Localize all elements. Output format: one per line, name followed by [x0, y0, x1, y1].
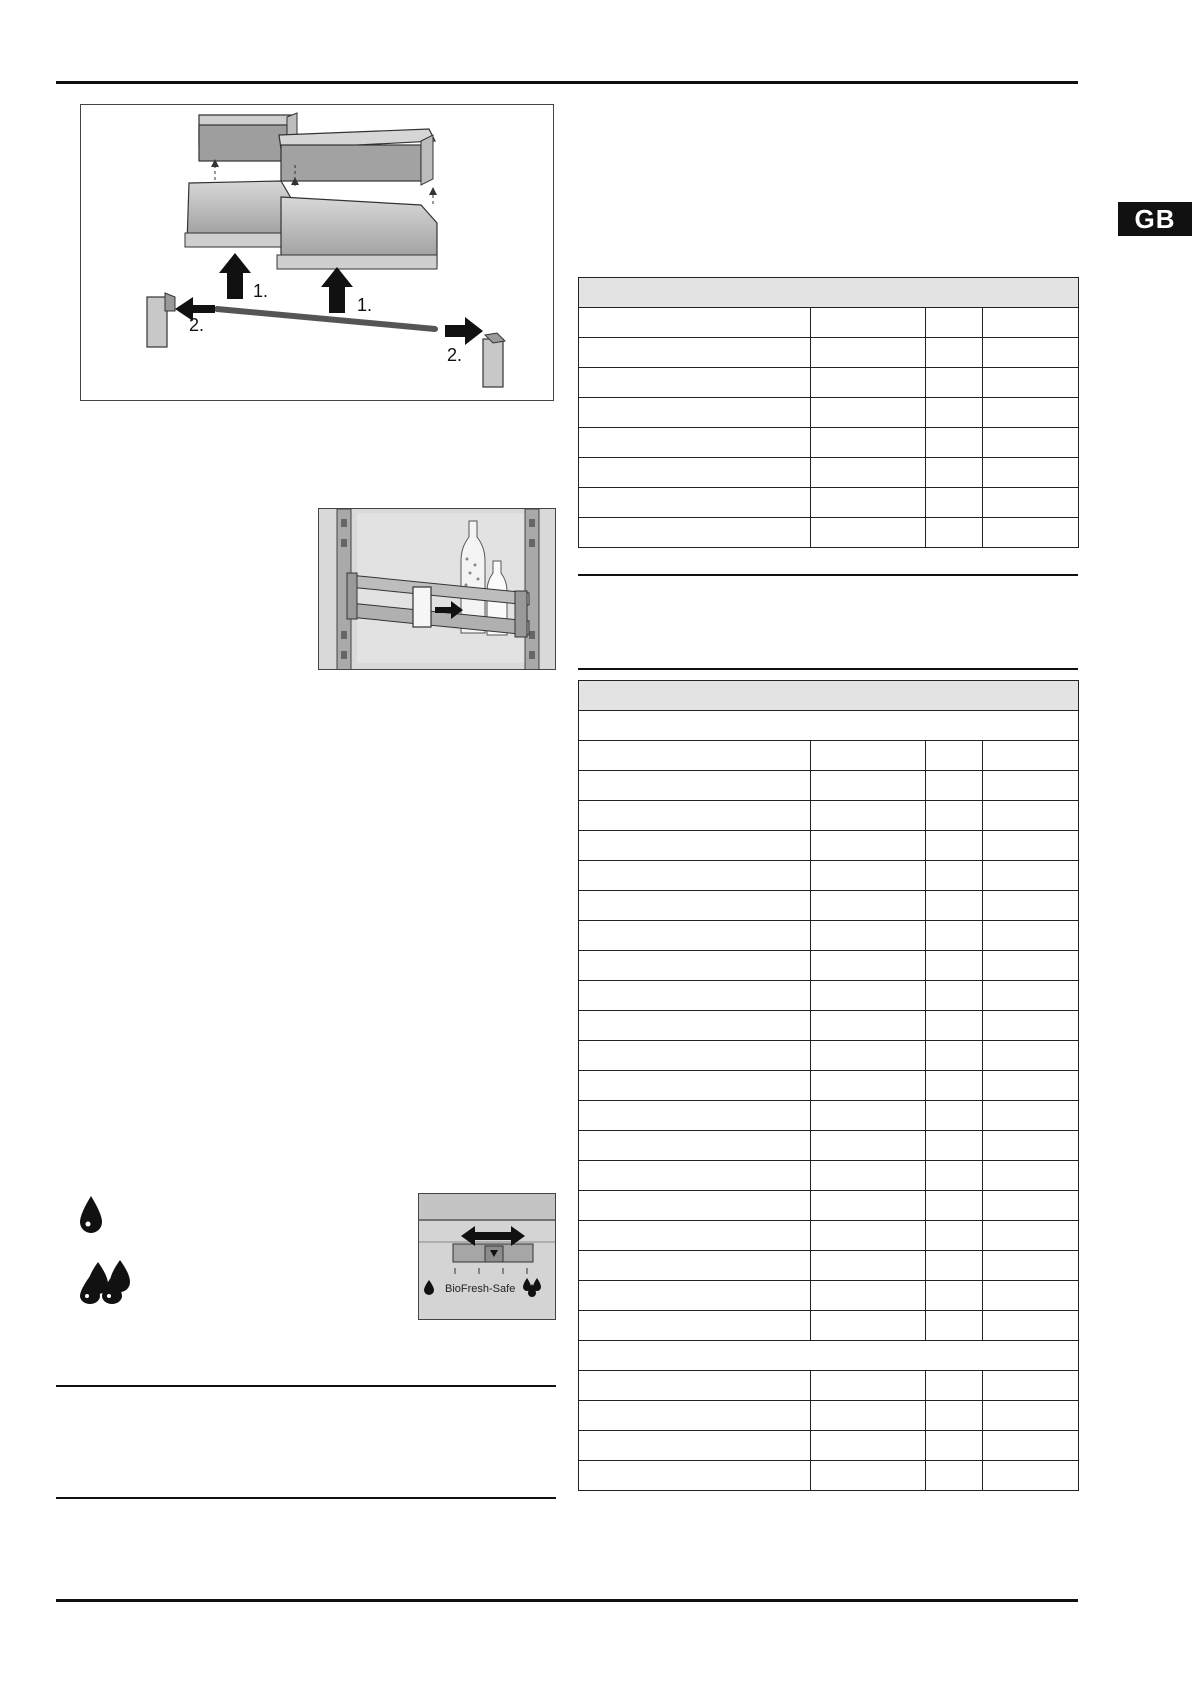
table-row: [579, 861, 1079, 891]
table-row: [579, 518, 1079, 548]
table-cell: [926, 428, 983, 458]
table-cell: [811, 921, 926, 951]
table-row: [579, 1071, 1079, 1101]
table-cell: [983, 1311, 1079, 1341]
biofresh-label: BioFresh-Safe: [445, 1283, 516, 1295]
table-cell: [983, 1281, 1079, 1311]
left-section-rule-1: [56, 1385, 556, 1387]
table-cell: [983, 368, 1079, 398]
table-cell: [811, 1101, 926, 1131]
table-cell: [811, 1281, 926, 1311]
table-cell: [811, 1191, 926, 1221]
table-cell: [926, 338, 983, 368]
table-cell: [811, 1131, 926, 1161]
table-cell: [983, 488, 1079, 518]
table-header-row: [579, 278, 1079, 308]
table-cell: [983, 518, 1079, 548]
table-cell: [983, 801, 1079, 831]
table-section-row: [579, 711, 1079, 741]
table-cell: [579, 1311, 811, 1341]
table-cell: [811, 831, 926, 861]
language-tab-label: GB: [1134, 203, 1176, 234]
table-cell: [983, 1011, 1079, 1041]
table-cell: [811, 801, 926, 831]
table-cell: [579, 1071, 811, 1101]
table-cell: [579, 368, 811, 398]
step-1-label-b: 1.: [357, 295, 373, 315]
table-row: [579, 1101, 1079, 1131]
table-cell: [983, 981, 1079, 1011]
table-cell: [579, 1041, 811, 1071]
right-section-rule-2: [578, 668, 1078, 670]
table-row: [579, 831, 1079, 861]
table-cell: [579, 1281, 811, 1311]
table-cell: [983, 951, 1079, 981]
table-cell: [811, 488, 926, 518]
table-cell: [926, 1431, 983, 1461]
left-section-rule-2: [56, 1497, 556, 1499]
table-cell: [811, 1311, 926, 1341]
table-cell: [811, 1401, 926, 1431]
high-humidity-drops-icon: [78, 1258, 140, 1304]
table-cell: [811, 1461, 926, 1491]
table-cell: [926, 1101, 983, 1131]
table-cell: [926, 1251, 983, 1281]
step-2-label-a: 2.: [189, 315, 205, 335]
table-cell: [811, 771, 926, 801]
table-cell: [811, 981, 926, 1011]
table-cell: [983, 921, 1079, 951]
table-row: [579, 1131, 1079, 1161]
table-row: [579, 771, 1079, 801]
table-cell: [926, 1011, 983, 1041]
bottle-rack-figure: [318, 508, 556, 670]
table-cell: [983, 1401, 1079, 1431]
table-cell: [926, 741, 983, 771]
table-cell: [983, 1371, 1079, 1401]
table-row: [579, 741, 1079, 771]
table-cell: [811, 398, 926, 428]
table-row: [579, 1191, 1079, 1221]
bottle-rack-illustration: [319, 509, 556, 670]
table-cell: [926, 398, 983, 428]
table-cell: [926, 1191, 983, 1221]
spec-table-2: [578, 680, 1079, 1491]
table-cell: [983, 1251, 1079, 1281]
table-row: [579, 1431, 1079, 1461]
biofresh-control-figure: [418, 1193, 556, 1320]
table-cell: [579, 891, 811, 921]
table-row: [579, 1041, 1079, 1071]
table-row: [579, 801, 1079, 831]
table-row: [579, 458, 1079, 488]
table-cell: [926, 1461, 983, 1491]
table-cell: [579, 428, 811, 458]
table-cell: [579, 1371, 811, 1401]
table-cell: [579, 1161, 811, 1191]
table-cell: [983, 861, 1079, 891]
table-cell: [811, 1221, 926, 1251]
table-cell: [811, 1041, 926, 1071]
table-cell: [579, 681, 1079, 711]
table-cell: [926, 368, 983, 398]
table-cell: [983, 1161, 1079, 1191]
table-cell: [579, 488, 811, 518]
table-row: [579, 338, 1079, 368]
table-cell: [983, 1071, 1079, 1101]
table-cell: [926, 1311, 983, 1341]
table-section-row: [579, 1341, 1079, 1371]
table-cell: [926, 981, 983, 1011]
table-cell: [983, 308, 1079, 338]
table-cell: [579, 1341, 1079, 1371]
shelf-removal-illustration: [81, 105, 554, 401]
table-row: [579, 1311, 1079, 1341]
table-cell: [579, 1401, 811, 1431]
table-row: [579, 308, 1079, 338]
table-cell: [579, 1101, 811, 1131]
table-cell: [811, 1071, 926, 1101]
table-cell: [926, 458, 983, 488]
table-cell: [579, 1191, 811, 1221]
table-cell: [926, 1041, 983, 1071]
table-cell: [811, 518, 926, 548]
table-cell: [811, 368, 926, 398]
table-row: [579, 891, 1079, 921]
table-cell: [983, 771, 1079, 801]
table-cell: [983, 338, 1079, 368]
table-cell: [579, 338, 811, 368]
header-rule: [56, 81, 1078, 84]
table-cell: [926, 891, 983, 921]
table-cell: [579, 1431, 811, 1461]
table-cell: [926, 951, 983, 981]
table-cell: [983, 741, 1079, 771]
table-cell: [579, 771, 811, 801]
table-header-cell: [579, 278, 1079, 308]
table-cell: [811, 458, 926, 488]
table-cell: [811, 308, 926, 338]
table-cell: [983, 428, 1079, 458]
table-row: [579, 398, 1079, 428]
table-cell: [811, 951, 926, 981]
table-row: [579, 1401, 1079, 1431]
table-cell: [579, 1131, 811, 1161]
table-cell: [811, 1161, 926, 1191]
table-cell: [983, 458, 1079, 488]
table-cell: [983, 1221, 1079, 1251]
table-cell: [926, 921, 983, 951]
table-cell: [811, 1011, 926, 1041]
table-cell: [926, 1161, 983, 1191]
table-cell: [983, 1191, 1079, 1221]
table-cell: [983, 1461, 1079, 1491]
table-cell: [926, 518, 983, 548]
language-tab: [1118, 202, 1192, 236]
table-cell: [983, 1431, 1079, 1461]
table-cell: [579, 861, 811, 891]
table-row: [579, 951, 1079, 981]
table-cell: [926, 1071, 983, 1101]
table-header-row: [579, 681, 1079, 711]
table-cell: [926, 771, 983, 801]
spec-table-1: [578, 277, 1079, 548]
table-cell: [811, 1431, 926, 1461]
table-row: [579, 368, 1079, 398]
table-cell: [579, 1011, 811, 1041]
table-cell: [579, 1251, 811, 1281]
table-cell: [926, 801, 983, 831]
table-row: [579, 488, 1079, 518]
table-cell: [579, 981, 811, 1011]
table-cell: [926, 831, 983, 861]
table-cell: [579, 711, 1079, 741]
table-cell: [579, 308, 811, 338]
table-cell: [926, 1281, 983, 1311]
table-cell: [983, 1131, 1079, 1161]
biofresh-control-illustration: [419, 1194, 556, 1320]
table-row: [579, 1011, 1079, 1041]
step-2-label-b: 2.: [447, 345, 463, 365]
table-cell: [579, 801, 811, 831]
table-row: [579, 921, 1079, 951]
table-cell: [579, 398, 811, 428]
step-1-label-a: 1.: [253, 281, 269, 301]
low-humidity-drop-icon: [76, 1194, 106, 1234]
table-cell: [811, 861, 926, 891]
table-cell: [579, 518, 811, 548]
table-cell: [811, 1251, 926, 1281]
table-cell: [811, 428, 926, 458]
table-cell: [983, 1041, 1079, 1071]
table-row: [579, 1281, 1079, 1311]
table-cell: [926, 488, 983, 518]
table-cell: [579, 1221, 811, 1251]
table-cell: [579, 458, 811, 488]
table-row: [579, 1251, 1079, 1281]
table-cell: [579, 1461, 811, 1491]
table-cell: [926, 1371, 983, 1401]
table-cell: [811, 1371, 926, 1401]
table-cell: [579, 951, 811, 981]
table-cell: [926, 1221, 983, 1251]
table-cell: [811, 891, 926, 921]
table-cell: [926, 308, 983, 338]
table-cell: [811, 338, 926, 368]
table-cell: [926, 1131, 983, 1161]
table-row: [579, 1371, 1079, 1401]
table-cell: [579, 741, 811, 771]
table-row: [579, 1221, 1079, 1251]
table-row: [579, 1461, 1079, 1491]
shelf-removal-figure: [80, 104, 554, 401]
table-row: [579, 428, 1079, 458]
table-cell: [926, 861, 983, 891]
table-cell: [926, 1401, 983, 1431]
table-cell: [579, 921, 811, 951]
table-cell: [579, 831, 811, 861]
table-cell: [811, 741, 926, 771]
table-row: [579, 981, 1079, 1011]
footer-rule: [56, 1599, 1078, 1602]
table-cell: [983, 891, 1079, 921]
table-cell: [983, 1101, 1079, 1131]
table-row: [579, 1161, 1079, 1191]
table-cell: [983, 831, 1079, 861]
table-cell: [983, 398, 1079, 428]
right-section-rule-1: [578, 574, 1078, 576]
